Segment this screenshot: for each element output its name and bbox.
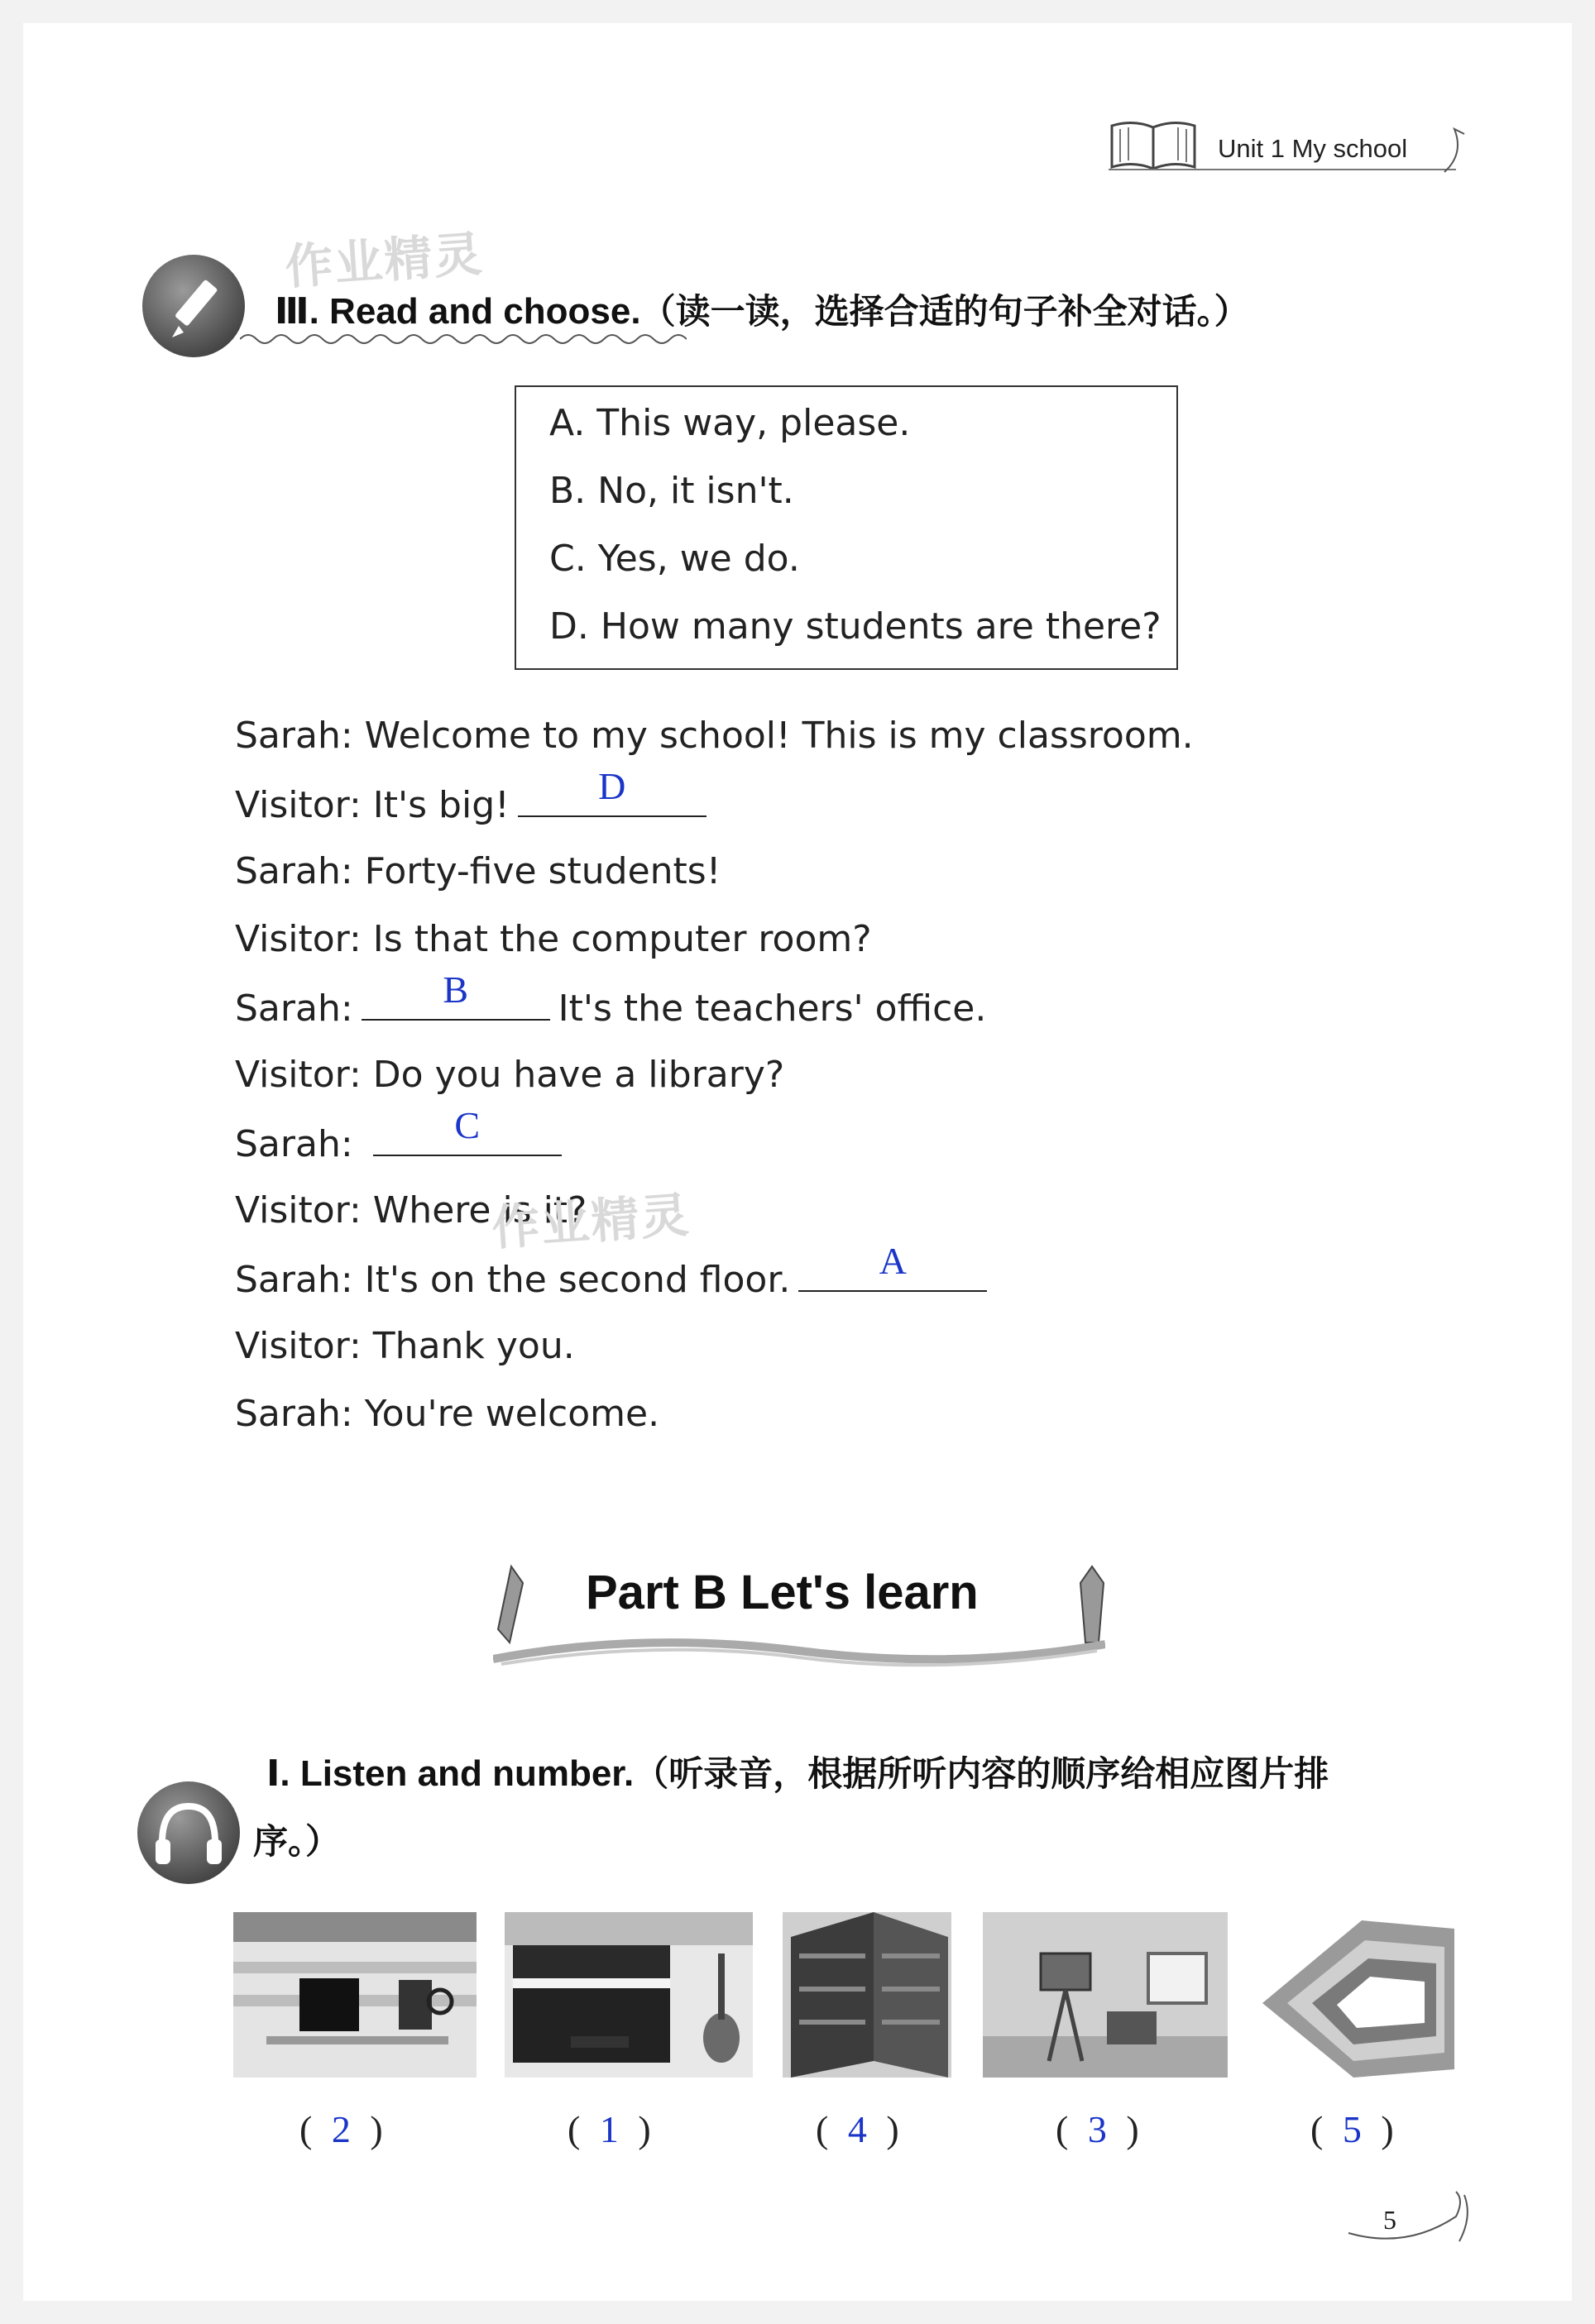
header-underline	[1109, 169, 1456, 170]
page-number: 5	[1383, 2205, 1396, 2235]
section3-title: Ⅲ. Read and choose.（读一读，选择合适的句子补全对话。）	[275, 291, 1249, 332]
part-b-title: Part B Let's learn	[586, 1566, 979, 1619]
answer-number: 1	[599, 2108, 619, 2150]
answer-text: A	[879, 1240, 907, 1282]
options-box	[515, 385, 1178, 670]
answer-blank-4[interactable]	[798, 1240, 987, 1292]
option-b: B. No, it isn't.	[549, 470, 794, 512]
answer-paren-5[interactable]: ( 5 )	[1310, 2108, 1394, 2150]
answer-paren-4[interactable]: ( 3 )	[1056, 2108, 1139, 2150]
picture-music-room	[505, 1912, 753, 2078]
dialogue-line-8: Visitor: Where is it?	[235, 1189, 587, 1231]
dialogue-line-9: Sarah: It's on the second floor. A	[235, 1257, 995, 1301]
dialogue-line-2: Visitor: It's big! D	[235, 782, 715, 826]
section1-title: Ⅰ. Listen and number.（听录音，根据所听内容的顺序给相应图片排	[266, 1753, 1329, 1794]
headphones-icon	[137, 1781, 240, 1884]
option-a: A. This way, please.	[549, 402, 911, 444]
dialogue-line-6: Visitor: Do you have a library?	[235, 1054, 785, 1096]
answer-paren-1[interactable]: ( 2 )	[299, 2108, 383, 2150]
dialogue-line-5: Sarah: B It's the teachers' office.	[235, 968, 987, 1030]
dialogue-line-1: Sarah: Welcome to my school! This is my classroom.	[235, 715, 1194, 757]
watermark-middle: 作业精灵	[490, 1188, 692, 1256]
answer-number: 5	[1342, 2108, 1362, 2150]
answer-text: C	[454, 1104, 480, 1146]
option-d: D. How many students are there?	[549, 605, 1162, 648]
answer-paren-2[interactable]: ( 1 )	[568, 2108, 651, 2150]
wavy-underline	[240, 331, 687, 347]
book-icon	[1109, 117, 1200, 175]
dialogue-line-3: Sarah: Forty-five students!	[235, 850, 721, 892]
answer-number: 2	[331, 2108, 351, 2150]
part-b-swoosh	[493, 1626, 1105, 1676]
dialogue-line-10: Visitor: Thank you.	[235, 1325, 575, 1367]
pencil-icon	[142, 255, 245, 357]
dialogue-line-4: Visitor: Is that the computer room?	[235, 918, 872, 960]
answer-number: 3	[1087, 2108, 1107, 2150]
answer-number: 4	[847, 2108, 867, 2150]
unit-header	[1109, 112, 1473, 195]
answer-blank-1[interactable]	[518, 765, 706, 817]
page-number-swirl-icon	[1340, 2183, 1473, 2250]
picture-computer-room	[233, 1912, 477, 2078]
dialogue-line-11: Sarah: You're welcome.	[235, 1393, 660, 1435]
section1-instruction-cont: 序。）	[253, 1822, 341, 1861]
answer-text: B	[443, 968, 468, 1011]
watermark-top: 作业精灵	[283, 227, 486, 295]
answer-paren-3[interactable]: ( 4 )	[816, 2108, 899, 2150]
answer-blank-2[interactable]	[362, 968, 550, 1021]
picture-library	[783, 1912, 951, 2078]
unit-title: Unit 1 My school	[1218, 134, 1408, 163]
dialogue-line-7: Sarah: C	[235, 1121, 570, 1165]
answer-text: D	[598, 765, 626, 807]
picture-art-room	[983, 1912, 1228, 2078]
picture-playground	[1254, 1912, 1454, 2078]
answer-blank-3[interactable]	[373, 1104, 562, 1156]
header-swirl-icon	[1439, 121, 1473, 179]
option-c: C. Yes, we do.	[549, 538, 800, 580]
